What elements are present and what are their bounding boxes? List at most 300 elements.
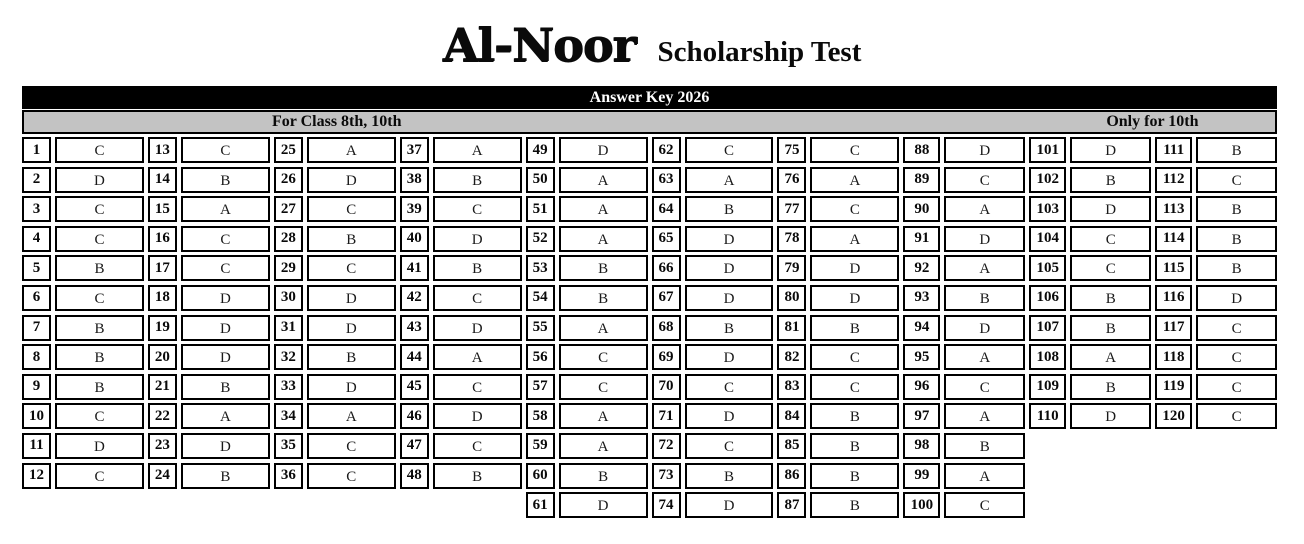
question-number: 98	[903, 433, 940, 459]
answer-row	[652, 344, 774, 370]
question-number: 60	[526, 463, 555, 489]
answer-row	[22, 403, 144, 429]
answer-row	[400, 226, 522, 252]
question-number: 62	[652, 137, 681, 163]
answer-row	[22, 196, 144, 222]
answer-row	[400, 196, 522, 222]
answer-letter: C	[181, 226, 270, 252]
answer-letter: A	[559, 315, 648, 341]
question-number: 105	[1029, 255, 1066, 281]
question-number: 67	[652, 285, 681, 311]
answer-letter: C	[55, 403, 144, 429]
question-number: 1	[22, 137, 51, 163]
answer-letter: C	[55, 463, 144, 489]
question-number: 24	[148, 463, 177, 489]
answer-row	[22, 255, 144, 281]
answer-row	[1029, 255, 1151, 281]
answer-row	[526, 137, 648, 163]
answer-row	[777, 463, 899, 489]
answer-letter: B	[1070, 285, 1151, 311]
answer-letter: D	[55, 167, 144, 193]
answer-row	[274, 374, 396, 400]
answer-row	[400, 463, 522, 489]
answer-letter: D	[685, 344, 774, 370]
answer-row	[903, 137, 1025, 163]
answer-letter: A	[181, 403, 270, 429]
answer-row	[400, 403, 522, 429]
answer-letter: B	[1196, 255, 1277, 281]
answer-row	[1155, 315, 1277, 341]
question-number: 111	[1155, 137, 1192, 163]
answer-row	[400, 315, 522, 341]
question-number: 58	[526, 403, 555, 429]
answer-letter: C	[559, 344, 648, 370]
answer-letter: C	[685, 433, 774, 459]
question-number: 50	[526, 167, 555, 193]
answer-row	[777, 344, 899, 370]
class-section-bar	[22, 110, 1277, 134]
answer-letter: D	[307, 315, 396, 341]
answer-row	[652, 315, 774, 341]
answer-row	[903, 315, 1025, 341]
answer-grid	[22, 137, 1277, 518]
question-number: 109	[1029, 374, 1066, 400]
answer-row	[777, 137, 899, 163]
answer-letter: D	[1070, 196, 1151, 222]
question-number: 31	[274, 315, 303, 341]
question-number: 39	[400, 196, 429, 222]
answer-letter: D	[1070, 137, 1151, 163]
answer-row	[148, 433, 270, 459]
question-number: 110	[1029, 403, 1066, 429]
answer-column	[526, 137, 648, 518]
question-number: 76	[777, 167, 806, 193]
question-number: 85	[777, 433, 806, 459]
answer-letter: A	[433, 137, 522, 163]
answer-letter: B	[559, 463, 648, 489]
answer-row	[652, 226, 774, 252]
question-number: 112	[1155, 167, 1192, 193]
question-number: 41	[400, 255, 429, 281]
question-number: 10	[22, 403, 51, 429]
answer-row	[148, 463, 270, 489]
question-number: 19	[148, 315, 177, 341]
answer-row	[274, 463, 396, 489]
answer-letter: D	[944, 137, 1025, 163]
answer-row	[1029, 196, 1151, 222]
answer-letter: C	[307, 196, 396, 222]
question-number: 8	[22, 344, 51, 370]
answer-row	[148, 226, 270, 252]
question-number: 118	[1155, 344, 1192, 370]
answer-letter: A	[181, 196, 270, 222]
question-number: 72	[652, 433, 681, 459]
question-number: 47	[400, 433, 429, 459]
answer-letter: B	[433, 255, 522, 281]
question-number: 82	[777, 344, 806, 370]
answer-letter: B	[433, 167, 522, 193]
question-number: 88	[903, 137, 940, 163]
question-number: 40	[400, 226, 429, 252]
answer-letter: C	[433, 285, 522, 311]
answer-letter: B	[1196, 137, 1277, 163]
answer-letter: A	[810, 226, 899, 252]
answer-letter: A	[433, 344, 522, 370]
question-number: 37	[400, 137, 429, 163]
brand-logo-text: Al-Noor	[442, 18, 636, 72]
answer-letter: C	[1196, 403, 1277, 429]
question-number: 29	[274, 255, 303, 281]
answer-row	[1155, 255, 1277, 281]
question-number: 33	[274, 374, 303, 400]
answer-letter: B	[55, 315, 144, 341]
question-number: 84	[777, 403, 806, 429]
answer-row	[652, 196, 774, 222]
answer-column	[777, 137, 899, 518]
answer-letter: C	[810, 137, 899, 163]
answer-row	[148, 167, 270, 193]
question-number: 93	[903, 285, 940, 311]
answer-row	[1029, 315, 1151, 341]
answer-letter: B	[55, 344, 144, 370]
question-number: 13	[148, 137, 177, 163]
answer-row	[1155, 344, 1277, 370]
answer-row	[400, 344, 522, 370]
question-number: 95	[903, 344, 940, 370]
answer-row	[274, 433, 396, 459]
question-number: 80	[777, 285, 806, 311]
answer-row	[400, 255, 522, 281]
answer-row	[148, 315, 270, 341]
answer-letter: C	[55, 226, 144, 252]
answer-row	[1155, 226, 1277, 252]
answer-column	[274, 137, 396, 489]
answer-key-banner: Answer Key 2026	[22, 86, 1277, 109]
answer-letter: C	[810, 374, 899, 400]
answer-row	[148, 255, 270, 281]
answer-row	[1029, 137, 1151, 163]
answer-letter: A	[944, 344, 1025, 370]
question-number: 34	[274, 403, 303, 429]
answer-letter: B	[181, 374, 270, 400]
answer-row	[777, 285, 899, 311]
answer-row	[652, 137, 774, 163]
question-number: 7	[22, 315, 51, 341]
question-number: 86	[777, 463, 806, 489]
answer-row	[777, 315, 899, 341]
answer-letter: A	[559, 167, 648, 193]
answer-column	[400, 137, 522, 489]
question-number: 14	[148, 167, 177, 193]
answer-letter: C	[1196, 344, 1277, 370]
answer-row	[903, 196, 1025, 222]
answer-letter: B	[433, 463, 522, 489]
answer-letter: C	[1196, 315, 1277, 341]
answer-letter: D	[810, 255, 899, 281]
question-number: 42	[400, 285, 429, 311]
answer-key-table	[22, 86, 1277, 518]
question-number: 27	[274, 196, 303, 222]
answer-row	[400, 167, 522, 193]
answer-letter: C	[181, 137, 270, 163]
answer-row	[1155, 374, 1277, 400]
answer-row	[22, 226, 144, 252]
question-number: 55	[526, 315, 555, 341]
answer-letter: C	[685, 374, 774, 400]
question-number: 81	[777, 315, 806, 341]
answer-row	[526, 433, 648, 459]
answer-letter: A	[944, 255, 1025, 281]
answer-letter: D	[685, 226, 774, 252]
question-number: 77	[777, 196, 806, 222]
answer-letter: C	[307, 433, 396, 459]
question-number: 99	[903, 463, 940, 489]
answer-letter: D	[685, 285, 774, 311]
answer-row	[274, 315, 396, 341]
answer-row	[903, 255, 1025, 281]
question-number: 87	[777, 492, 806, 518]
answer-letter: B	[307, 344, 396, 370]
answer-row	[274, 285, 396, 311]
answer-letter: D	[433, 226, 522, 252]
answer-letter: C	[1196, 167, 1277, 193]
answer-letter: C	[1070, 255, 1151, 281]
answer-row	[1155, 167, 1277, 193]
answer-letter: C	[1070, 226, 1151, 252]
answer-row	[652, 492, 774, 518]
answer-row	[903, 433, 1025, 459]
question-number: 11	[22, 433, 51, 459]
answer-row	[652, 403, 774, 429]
answer-letter: D	[559, 492, 648, 518]
answer-letter: C	[55, 285, 144, 311]
answer-row	[22, 315, 144, 341]
answer-row	[526, 255, 648, 281]
question-number: 18	[148, 285, 177, 311]
question-number: 20	[148, 344, 177, 370]
answer-letter: D	[181, 344, 270, 370]
answer-letter: C	[307, 463, 396, 489]
answer-row	[1029, 374, 1151, 400]
answer-row	[148, 374, 270, 400]
question-number: 117	[1155, 315, 1192, 341]
answer-letter: D	[181, 315, 270, 341]
question-number: 120	[1155, 403, 1192, 429]
question-number: 74	[652, 492, 681, 518]
answer-letter: C	[810, 196, 899, 222]
answer-letter: C	[685, 137, 774, 163]
question-number: 107	[1029, 315, 1066, 341]
answer-row	[526, 226, 648, 252]
question-number: 73	[652, 463, 681, 489]
question-number: 104	[1029, 226, 1066, 252]
question-number: 38	[400, 167, 429, 193]
answer-column	[22, 137, 144, 489]
answer-letter: D	[810, 285, 899, 311]
question-number: 116	[1155, 285, 1192, 311]
question-number: 49	[526, 137, 555, 163]
answer-column	[1029, 137, 1151, 429]
answer-row	[22, 433, 144, 459]
answer-row	[526, 463, 648, 489]
answer-row	[903, 285, 1025, 311]
question-number: 90	[903, 196, 940, 222]
answer-row	[777, 403, 899, 429]
question-number: 63	[652, 167, 681, 193]
answer-row	[22, 137, 144, 163]
answer-row	[148, 403, 270, 429]
answer-row	[526, 315, 648, 341]
answer-letter: A	[944, 403, 1025, 429]
question-number: 30	[274, 285, 303, 311]
answer-letter: B	[685, 463, 774, 489]
class-header-left: For Class 8th, 10th	[272, 113, 402, 130]
answer-letter: D	[1196, 285, 1277, 311]
question-number: 68	[652, 315, 681, 341]
answer-row	[1155, 285, 1277, 311]
answer-letter: C	[433, 196, 522, 222]
answer-letter: D	[307, 285, 396, 311]
answer-row	[274, 167, 396, 193]
answer-letter: C	[944, 492, 1025, 518]
answer-letter: D	[685, 492, 774, 518]
question-number: 115	[1155, 255, 1192, 281]
answer-letter: A	[810, 167, 899, 193]
answer-row	[526, 167, 648, 193]
answer-letter: A	[559, 196, 648, 222]
question-number: 119	[1155, 374, 1192, 400]
answer-row	[526, 344, 648, 370]
answer-row	[22, 374, 144, 400]
answer-letter: B	[1070, 315, 1151, 341]
answer-letter: B	[810, 463, 899, 489]
answer-letter: C	[433, 374, 522, 400]
question-number: 96	[903, 374, 940, 400]
answer-letter: B	[55, 374, 144, 400]
answer-letter: A	[944, 463, 1025, 489]
question-number: 71	[652, 403, 681, 429]
answer-letter: D	[307, 374, 396, 400]
question-number: 51	[526, 196, 555, 222]
answer-letter: B	[1196, 196, 1277, 222]
answer-row	[148, 344, 270, 370]
question-number: 65	[652, 226, 681, 252]
question-number: 70	[652, 374, 681, 400]
answer-row	[526, 492, 648, 518]
question-number: 45	[400, 374, 429, 400]
answer-row	[652, 255, 774, 281]
answer-row	[148, 196, 270, 222]
question-number: 92	[903, 255, 940, 281]
answer-letter: D	[55, 433, 144, 459]
answer-column	[148, 137, 270, 489]
answer-row	[777, 196, 899, 222]
question-number: 5	[22, 255, 51, 281]
answer-row	[1029, 226, 1151, 252]
answer-row	[652, 463, 774, 489]
answer-letter: D	[944, 315, 1025, 341]
answer-letter: B	[810, 315, 899, 341]
answer-row	[148, 285, 270, 311]
answer-row	[526, 374, 648, 400]
answer-row	[274, 403, 396, 429]
answer-letter: B	[559, 285, 648, 311]
answer-row	[1029, 167, 1151, 193]
question-number: 94	[903, 315, 940, 341]
question-number: 25	[274, 137, 303, 163]
answer-letter: D	[181, 285, 270, 311]
answer-letter: A	[559, 403, 648, 429]
answer-letter: C	[55, 137, 144, 163]
question-number: 89	[903, 167, 940, 193]
question-number: 108	[1029, 344, 1066, 370]
answer-row	[274, 226, 396, 252]
question-number: 43	[400, 315, 429, 341]
answer-row	[22, 463, 144, 489]
answer-column	[1155, 137, 1277, 429]
answer-row	[400, 137, 522, 163]
question-number: 69	[652, 344, 681, 370]
answer-letter: D	[433, 403, 522, 429]
answer-letter: C	[1196, 374, 1277, 400]
answer-letter: D	[1070, 403, 1151, 429]
answer-row	[903, 492, 1025, 518]
question-number: 36	[274, 463, 303, 489]
question-number: 102	[1029, 167, 1066, 193]
answer-letter: B	[181, 167, 270, 193]
answer-letter: B	[810, 433, 899, 459]
answer-row	[1029, 403, 1151, 429]
answer-letter: C	[433, 433, 522, 459]
answer-row	[148, 137, 270, 163]
question-number: 2	[22, 167, 51, 193]
question-number: 4	[22, 226, 51, 252]
question-number: 22	[148, 403, 177, 429]
page-title-text: Scholarship Test	[657, 36, 862, 68]
answer-letter: A	[559, 433, 648, 459]
answer-row	[652, 167, 774, 193]
answer-letter: D	[307, 167, 396, 193]
question-number: 75	[777, 137, 806, 163]
answer-letter: C	[181, 255, 270, 281]
answer-row	[526, 196, 648, 222]
answer-letter: D	[559, 137, 648, 163]
answer-row	[274, 137, 396, 163]
answer-row	[903, 403, 1025, 429]
answer-row	[1029, 285, 1151, 311]
answer-row	[22, 285, 144, 311]
answer-row	[22, 167, 144, 193]
question-number: 16	[148, 226, 177, 252]
answer-letter: B	[810, 492, 899, 518]
answer-row	[777, 226, 899, 252]
answer-letter: B	[1070, 374, 1151, 400]
answer-row	[1155, 137, 1277, 163]
question-number: 54	[526, 285, 555, 311]
question-number: 78	[777, 226, 806, 252]
question-number: 61	[526, 492, 555, 518]
page-title	[0, 18, 1304, 72]
answer-row	[777, 433, 899, 459]
answer-row	[526, 403, 648, 429]
answer-column	[652, 137, 774, 518]
class-header-right: Only for 10th	[1106, 113, 1199, 130]
answer-letter: B	[181, 463, 270, 489]
question-number: 100	[903, 492, 940, 518]
question-number: 64	[652, 196, 681, 222]
answer-row	[274, 255, 396, 281]
answer-row	[400, 374, 522, 400]
